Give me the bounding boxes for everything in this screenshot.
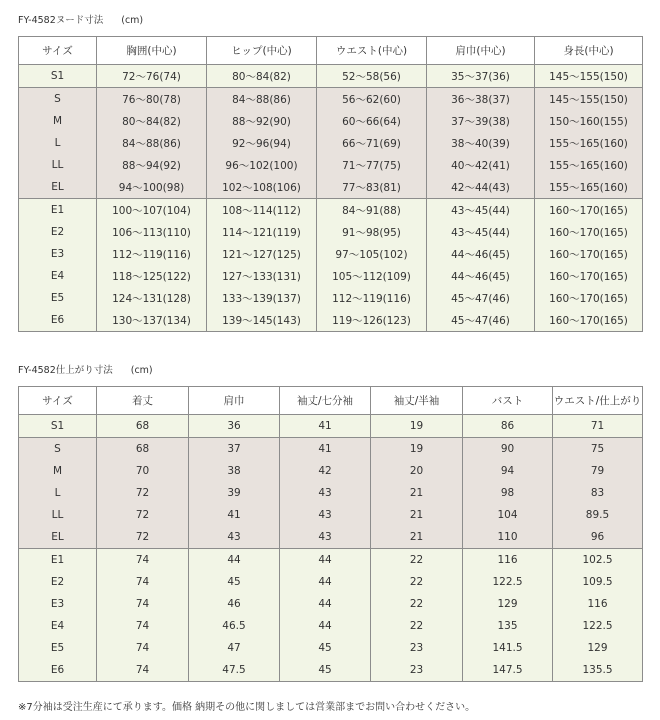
measurement-cell: 135.5 <box>553 659 643 682</box>
measurement-cell: 39 <box>189 482 280 504</box>
size-label-cell: LL <box>19 154 97 176</box>
nude-header-cell: ウエスト(中心) <box>317 37 427 65</box>
measurement-cell: 77～83(81) <box>317 176 427 199</box>
table-row <box>19 615 643 637</box>
measurement-cell: 21 <box>371 482 463 504</box>
measurement-cell: 139～145(143) <box>207 309 317 332</box>
measurement-cell: 22 <box>371 549 463 572</box>
measurement-cell: 45～47(46) <box>427 287 535 309</box>
measurement-cell: 102～108(106) <box>207 176 317 199</box>
measurement-cell: 84～91(88) <box>317 199 427 222</box>
table-row <box>19 438 643 461</box>
measurement-cell: 98 <box>463 482 553 504</box>
table-row <box>19 504 643 526</box>
measurement-cell: 155～165(160) <box>535 154 643 176</box>
measurement-cell: 74 <box>97 615 189 637</box>
table-row <box>19 460 643 482</box>
measurement-cell: 41 <box>280 415 371 438</box>
measurement-cell: 135 <box>463 615 553 637</box>
measurement-cell: 19 <box>371 438 463 461</box>
size-label-cell: S1 <box>19 65 97 88</box>
measurement-cell: 35～37(36) <box>427 65 535 88</box>
table-row <box>19 287 643 309</box>
measurement-cell: 47 <box>189 637 280 659</box>
measurement-cell: 72～76(74) <box>97 65 207 88</box>
measurement-cell: 147.5 <box>463 659 553 682</box>
measurement-cell: 130～137(134) <box>97 309 207 332</box>
finished-size-unit: (cm) <box>130 365 153 376</box>
finished-size-title: FY-4582仕上がり寸法 <box>18 365 113 376</box>
size-label-cell: E2 <box>19 571 97 593</box>
table-row <box>19 265 643 287</box>
measurement-cell: 129 <box>553 637 643 659</box>
measurement-cell: 112～119(116) <box>317 287 427 309</box>
measurement-cell: 92～96(94) <box>207 132 317 154</box>
measurement-cell: 68 <box>97 438 189 461</box>
measurement-cell: 94～100(98) <box>97 176 207 199</box>
measurement-cell: 114～121(119) <box>207 221 317 243</box>
table-row <box>19 637 643 659</box>
measurement-cell: 116 <box>463 549 553 572</box>
measurement-cell: 102.5 <box>553 549 643 572</box>
measurement-cell: 90 <box>463 438 553 461</box>
measurement-cell: 84～88(86) <box>97 132 207 154</box>
footnote: ※7分袖は受注生産にて承ります。価格 納期その他に関しましては営業部までお問い合わせください。 <box>18 702 476 713</box>
measurement-cell: 112～119(116) <box>97 243 207 265</box>
table-row <box>19 243 643 265</box>
measurement-cell: 100～107(104) <box>97 199 207 222</box>
measurement-cell: 108～114(112) <box>207 199 317 222</box>
table-row <box>19 571 643 593</box>
measurement-cell: 46 <box>189 593 280 615</box>
nude-header-cell: ヒップ(中心) <box>207 37 317 65</box>
size-label-cell: S <box>19 88 97 111</box>
measurement-cell: 96 <box>553 526 643 549</box>
measurement-cell: 45 <box>280 637 371 659</box>
finished-header-cell: ウエスト/仕上がり <box>553 387 643 415</box>
size-label-cell: E2 <box>19 221 97 243</box>
size-label-cell: E3 <box>19 593 97 615</box>
finished-header-cell: 袖丈/七分袖 <box>280 387 371 415</box>
finished-header-cell: 着丈 <box>97 387 189 415</box>
measurement-cell: 42～44(43) <box>427 176 535 199</box>
measurement-cell: 43 <box>280 504 371 526</box>
size-label-cell: E6 <box>19 659 97 682</box>
measurement-cell: 44 <box>280 593 371 615</box>
measurement-cell: 71～77(75) <box>317 154 427 176</box>
measurement-cell: 74 <box>97 637 189 659</box>
measurement-cell: 46.5 <box>189 615 280 637</box>
measurement-cell: 45 <box>280 659 371 682</box>
nude-header-cell: 肩巾(中心) <box>427 37 535 65</box>
measurement-cell: 60～66(64) <box>317 110 427 132</box>
measurement-cell: 36～38(37) <box>427 88 535 111</box>
table-row <box>19 549 643 572</box>
measurement-cell: 121～127(125) <box>207 243 317 265</box>
measurement-cell: 72 <box>97 482 189 504</box>
measurement-cell: 89.5 <box>553 504 643 526</box>
size-label-cell: E1 <box>19 549 97 572</box>
measurement-cell: 110 <box>463 526 553 549</box>
measurement-cell: 43 <box>280 526 371 549</box>
measurement-cell: 75 <box>553 438 643 461</box>
measurement-cell: 160～170(165) <box>535 199 643 222</box>
measurement-cell: 70 <box>97 460 189 482</box>
measurement-cell: 127～133(131) <box>207 265 317 287</box>
measurement-cell: 105～112(109) <box>317 265 427 287</box>
measurement-cell: 91～98(95) <box>317 221 427 243</box>
table-row <box>19 176 643 199</box>
measurement-cell: 21 <box>371 504 463 526</box>
finished-table-body <box>19 415 643 682</box>
measurement-cell: 160～170(165) <box>535 287 643 309</box>
measurement-cell: 20 <box>371 460 463 482</box>
measurement-cell: 38～40(39) <box>427 132 535 154</box>
measurement-cell: 38 <box>189 460 280 482</box>
size-label-cell: M <box>19 460 97 482</box>
nude-size-caption <box>18 12 143 26</box>
nude-size-title: FY-4582ヌード寸法 <box>18 15 104 26</box>
measurement-cell: 22 <box>371 615 463 637</box>
table-row <box>19 221 643 243</box>
measurement-cell: 47.5 <box>189 659 280 682</box>
measurement-cell: 155～165(160) <box>535 132 643 154</box>
size-label-cell: E4 <box>19 615 97 637</box>
measurement-cell: 41 <box>280 438 371 461</box>
nude-size-table <box>18 36 643 332</box>
measurement-cell: 83 <box>553 482 643 504</box>
measurement-cell: 66～71(69) <box>317 132 427 154</box>
measurement-cell: 133～139(137) <box>207 287 317 309</box>
measurement-cell: 41 <box>189 504 280 526</box>
measurement-cell: 145～155(150) <box>535 88 643 111</box>
measurement-cell: 80～84(82) <box>97 110 207 132</box>
measurement-cell: 44 <box>280 549 371 572</box>
nude-header-cell: サイズ <box>19 37 97 65</box>
size-label-cell: L <box>19 132 97 154</box>
measurement-cell: 22 <box>371 571 463 593</box>
nude-header-cell: 胸囲(中心) <box>97 37 207 65</box>
size-label-cell: S1 <box>19 415 97 438</box>
measurement-cell: 74 <box>97 659 189 682</box>
finished-size-table <box>18 386 643 682</box>
measurement-cell: 23 <box>371 637 463 659</box>
table-row <box>19 110 643 132</box>
measurement-cell: 160～170(165) <box>535 309 643 332</box>
measurement-cell: 72 <box>97 526 189 549</box>
measurement-cell: 45～47(46) <box>427 309 535 332</box>
measurement-cell: 72 <box>97 504 189 526</box>
measurement-cell: 44～46(45) <box>427 265 535 287</box>
table-row <box>19 199 643 222</box>
measurement-cell: 42 <box>280 460 371 482</box>
measurement-cell: 37～39(38) <box>427 110 535 132</box>
table-row <box>19 65 643 88</box>
finished-header-cell: 袖丈/半袖 <box>371 387 463 415</box>
size-label-cell: EL <box>19 526 97 549</box>
measurement-cell: 160～170(165) <box>535 221 643 243</box>
measurement-cell: 44～46(45) <box>427 243 535 265</box>
measurement-cell: 40～42(41) <box>427 154 535 176</box>
measurement-cell: 129 <box>463 593 553 615</box>
measurement-cell: 97～105(102) <box>317 243 427 265</box>
finished-header-cell: 肩巾 <box>189 387 280 415</box>
measurement-cell: 88～94(92) <box>97 154 207 176</box>
size-label-cell: E3 <box>19 243 97 265</box>
measurement-cell: 141.5 <box>463 637 553 659</box>
table-row <box>19 132 643 154</box>
table-row <box>19 154 643 176</box>
table-row <box>19 482 643 504</box>
measurement-cell: 23 <box>371 659 463 682</box>
measurement-cell: 124～131(128) <box>97 287 207 309</box>
measurement-cell: 71 <box>553 415 643 438</box>
size-label-cell: E1 <box>19 199 97 222</box>
measurement-cell: 45 <box>189 571 280 593</box>
nude-header-cell: 身長(中心) <box>535 37 643 65</box>
size-label-cell: M <box>19 110 97 132</box>
measurement-cell: 106～113(110) <box>97 221 207 243</box>
measurement-cell: 44 <box>280 615 371 637</box>
measurement-cell: 94 <box>463 460 553 482</box>
measurement-cell: 21 <box>371 526 463 549</box>
size-label-cell: E5 <box>19 637 97 659</box>
size-label-cell: E4 <box>19 265 97 287</box>
table-row <box>19 526 643 549</box>
measurement-cell: 155～165(160) <box>535 176 643 199</box>
measurement-cell: 79 <box>553 460 643 482</box>
size-label-cell: LL <box>19 504 97 526</box>
table-row <box>19 659 643 682</box>
measurement-cell: 43 <box>189 526 280 549</box>
measurement-cell: 44 <box>189 549 280 572</box>
measurement-cell: 80～84(82) <box>207 65 317 88</box>
measurement-cell: 74 <box>97 571 189 593</box>
measurement-cell: 104 <box>463 504 553 526</box>
measurement-cell: 84～88(86) <box>207 88 317 111</box>
measurement-cell: 160～170(165) <box>535 265 643 287</box>
table-row <box>19 415 643 438</box>
measurement-cell: 88～92(90) <box>207 110 317 132</box>
measurement-cell: 122.5 <box>463 571 553 593</box>
size-label-cell: E6 <box>19 309 97 332</box>
table-row <box>19 593 643 615</box>
measurement-cell: 74 <box>97 549 189 572</box>
measurement-cell: 19 <box>371 415 463 438</box>
finished-size-caption <box>18 362 153 376</box>
measurement-cell: 116 <box>553 593 643 615</box>
table-row <box>19 88 643 111</box>
measurement-cell: 119～126(123) <box>317 309 427 332</box>
measurement-cell: 74 <box>97 593 189 615</box>
measurement-cell: 36 <box>189 415 280 438</box>
measurement-cell: 145～155(150) <box>535 65 643 88</box>
measurement-cell: 118～125(122) <box>97 265 207 287</box>
table-row <box>19 309 643 332</box>
measurement-cell: 43 <box>280 482 371 504</box>
measurement-cell: 150～160(155) <box>535 110 643 132</box>
finished-header-cell: サイズ <box>19 387 97 415</box>
measurement-cell: 56～62(60) <box>317 88 427 111</box>
nude-table-body <box>19 65 643 332</box>
size-label-cell: S <box>19 438 97 461</box>
nude-size-unit: (cm) <box>121 15 144 26</box>
measurement-cell: 109.5 <box>553 571 643 593</box>
measurement-cell: 76～80(78) <box>97 88 207 111</box>
measurement-cell: 43～45(44) <box>427 199 535 222</box>
measurement-cell: 68 <box>97 415 189 438</box>
size-label-cell: E5 <box>19 287 97 309</box>
measurement-cell: 52～58(56) <box>317 65 427 88</box>
measurement-cell: 44 <box>280 571 371 593</box>
measurement-cell: 22 <box>371 593 463 615</box>
measurement-cell: 160～170(165) <box>535 243 643 265</box>
size-label-cell: L <box>19 482 97 504</box>
measurement-cell: 37 <box>189 438 280 461</box>
measurement-cell: 122.5 <box>553 615 643 637</box>
measurement-cell: 96～102(100) <box>207 154 317 176</box>
size-label-cell: EL <box>19 176 97 199</box>
finished-header-row <box>19 387 643 415</box>
nude-header-row <box>19 37 643 65</box>
measurement-cell: 86 <box>463 415 553 438</box>
finished-header-cell: バスト <box>463 387 553 415</box>
measurement-cell: 43～45(44) <box>427 221 535 243</box>
